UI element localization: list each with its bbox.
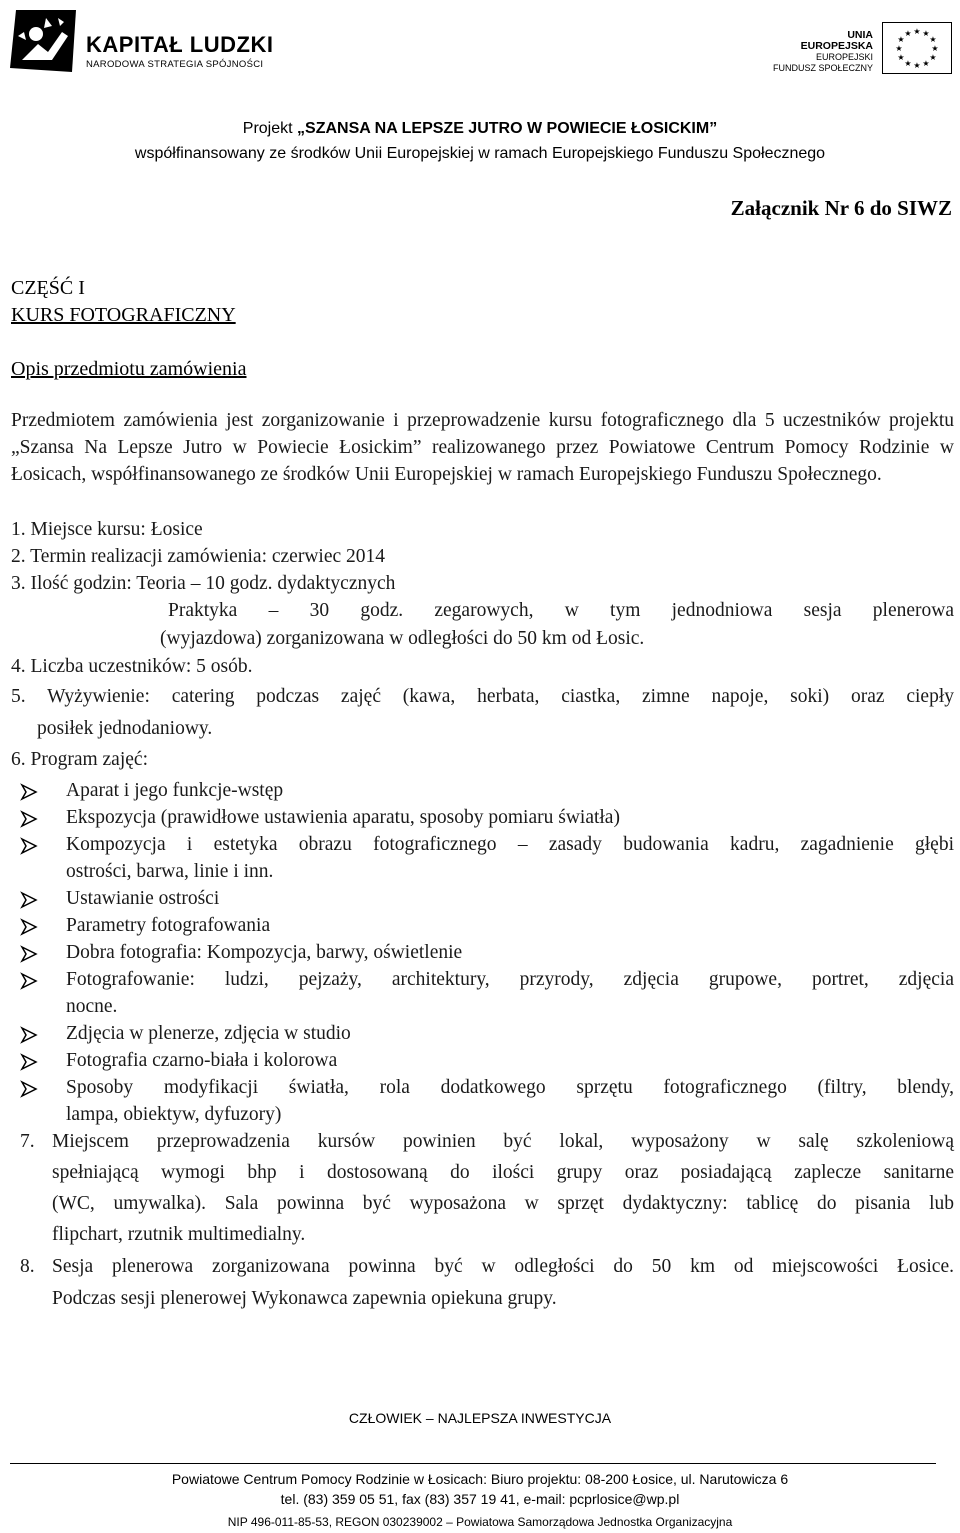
item-4: 4. Liczba uczestników: 5 osób. xyxy=(11,656,253,677)
svg-text:★: ★ xyxy=(929,35,937,44)
item-6: 6. Program zajęć: xyxy=(11,749,148,770)
program-item: Sposoby modyfikacji światła, rola dodatkowego sprzętu fotograficznego (filtry, blendy, xyxy=(66,1077,954,1098)
svg-text:★: ★ xyxy=(913,27,921,36)
item-1: 1. Miejsce kursu: Łosice xyxy=(11,519,203,540)
svg-text:★: ★ xyxy=(931,44,939,53)
svg-text:★: ★ xyxy=(904,29,912,38)
program-item-cont: nocne. xyxy=(66,996,118,1017)
program-item: Fotografowanie: ludzi, pejzaży, architektury, przyrody, zdjęcia grupowe, portret, zdjęcia xyxy=(66,969,954,990)
footer-registry: NIP 496-011-85-53, REGON 030239002 – Powiatowa Samorządowa Jednostka Organizacyjna xyxy=(227,1515,733,1529)
footer-divider xyxy=(10,1463,936,1464)
program-item-cont: ostrości, barwa, linie i inn. xyxy=(66,861,274,882)
footer-contact: tel. (83) 359 05 51, fax (83) 357 19 41, e-mail: pcprlosice@wp.pl xyxy=(280,1491,680,1507)
arrow-bullet-icon xyxy=(20,837,38,855)
svg-text:★: ★ xyxy=(913,61,921,70)
svg-text:★: ★ xyxy=(929,53,937,62)
svg-text:★: ★ xyxy=(895,44,903,53)
program-item-cont: lampa, obiektyw, dyfuzory) xyxy=(66,1104,282,1125)
item-7-line: flipchart, rzutnik multimedialny. xyxy=(52,1224,306,1245)
kl-title: KAPITAŁ LUDZKI xyxy=(86,32,274,57)
item-7-line: spełniającą wymogi bhp i dostosowaną do ilości grupy oraz posiadającą zaplecze sanitarne xyxy=(52,1162,954,1183)
eu-stars-icon xyxy=(882,22,952,74)
program-item: Parametry fotografowania xyxy=(66,915,271,936)
svg-text:★: ★ xyxy=(904,59,912,68)
program-item: Aparat i jego funkcje-wstęp xyxy=(66,780,284,801)
arrow-bullet-icon xyxy=(20,783,38,801)
item-3: 3. Ilość godzin: Teoria – 10 godz. dydaktycznych xyxy=(11,573,396,594)
course-heading: KURS FOTOGRAFICZNY xyxy=(11,304,236,326)
item-7-number: 7. xyxy=(20,1131,35,1152)
ue-line1: EUROPEJSKI xyxy=(815,52,873,62)
svg-text:★: ★ xyxy=(922,59,930,68)
item-5-cont: posiłek jednodaniowy. xyxy=(37,718,213,739)
item-8-number: 8. xyxy=(20,1256,35,1277)
kapital-ludzki-logo xyxy=(8,6,80,76)
eu-flag xyxy=(882,22,952,74)
kapital-ludzki-text xyxy=(86,32,273,70)
arrow-bullet-icon xyxy=(20,945,38,963)
arrow-bullet-icon xyxy=(20,1053,38,1071)
program-item: Fotografia czarno-biała i kolorowa xyxy=(66,1050,338,1071)
program-item: Kompozycja i estetyka obrazu fotograficznego – zasady budowania kadru, zagadnienie głębi xyxy=(66,834,954,855)
item-3-praktyka-cont: (wyjazdowa) zorganizowana w odległości do 50 km od Łosic. xyxy=(160,628,645,649)
item-7-line: (WC, umywalka). Sala powinna być wyposażona w sprzęt dydaktyczny: tablicę do pisania lub xyxy=(52,1193,954,1214)
kl-subtitle: NARODOWA STRATEGIA SPÓJNOŚCI xyxy=(86,59,264,70)
program-item: Zdjęcia w plenerze, zdjęcia w studio xyxy=(66,1023,351,1044)
project-prefix: Projekt xyxy=(242,120,293,137)
svg-text:★: ★ xyxy=(897,35,905,44)
arrow-bullet-icon xyxy=(20,1026,38,1044)
item-2: 2. Termin realizacji zamówienia: czerwiec 2014 xyxy=(11,546,386,567)
program-item: Dobra fotografia: Kompozycja, barwy, oświetlenie xyxy=(66,942,463,963)
opis-heading: Opis przedmiotu zamówienia xyxy=(11,358,247,380)
item-5: 5. Wyżywienie: catering podczas zajęć (kawa, herbata, ciastka, zimne napoje, soki) oraz ciepły xyxy=(11,686,954,707)
svg-text:★: ★ xyxy=(922,29,930,38)
footer-address: Powiatowe Centrum Pomocy Rodzinie w Łosicach: Biuro projektu: 08-200 Łosice, ul. Narutowicza 6 xyxy=(171,1471,789,1487)
annex-label: Załącznik Nr 6 do SIWZ xyxy=(730,196,952,220)
program-item: Ustawianie ostrości xyxy=(66,888,220,909)
intro-paragraph: Przedmiotem zamówienia jest zorganizowanie i przeprowadzenie kursu fotograficznego dla 5 uczestników projektu „Szansa Na Lepsze Jutro w Powiecie Łosickim” realizowanego przez Powiatowe Centrum Pomocy Rodzinie w Łosicach, współfinansowanego ze środków Unii Europejskiej w ramach Europejskiego Funduszu Społecznego. xyxy=(11,410,954,485)
kapital-ludzki-emblem-icon xyxy=(8,6,80,76)
item-8-line: Podczas sesji plenerowej Wykonawca zapewnia opiekuna grupy. xyxy=(52,1288,557,1309)
item-7-line: Miejscem przeprowadzenia kursów powinien być lokal, wyposażony w salę szkoleniową xyxy=(52,1131,954,1152)
footer-slogan: CZŁOWIEK – NAJLEPSZA INWESTYCJA xyxy=(348,1410,612,1426)
ue-title: UNIA EUROPEJSKA xyxy=(800,29,873,52)
arrow-bullet-icon xyxy=(20,810,38,828)
project-title xyxy=(0,120,960,138)
item-3-praktyka: Praktyka – 30 godz. zegarowych, w tym jednodniowa sesja plenerowa xyxy=(168,600,954,621)
ue-text xyxy=(773,30,873,74)
arrow-bullet-icon xyxy=(20,918,38,936)
arrow-bullet-icon xyxy=(20,972,38,990)
part-heading: CZĘŚĆ I xyxy=(11,277,85,299)
ue-line2: FUNDUSZ SPOŁECZNY xyxy=(773,63,874,73)
arrow-bullet-icon xyxy=(20,891,38,909)
item-8-line: Sesja plenerowa zorganizowana powinna być w odległości do 50 km od miejscowości Łosice. xyxy=(52,1256,954,1277)
project-name: „SZANSA NA LEPSZE JUTRO W POWIECIE ŁOSICKIM” xyxy=(297,120,718,137)
program-item: Ekspozycja (prawidłowe ustawienia aparatu, sposoby pomiaru światła) xyxy=(66,807,620,828)
svg-text:★: ★ xyxy=(897,53,905,62)
cofinanced-line: współfinansowany ze środków Unii Europejskiej w ramach Europejskiego Funduszu Społecznego xyxy=(134,145,826,162)
arrow-bullet-icon xyxy=(20,1080,38,1098)
